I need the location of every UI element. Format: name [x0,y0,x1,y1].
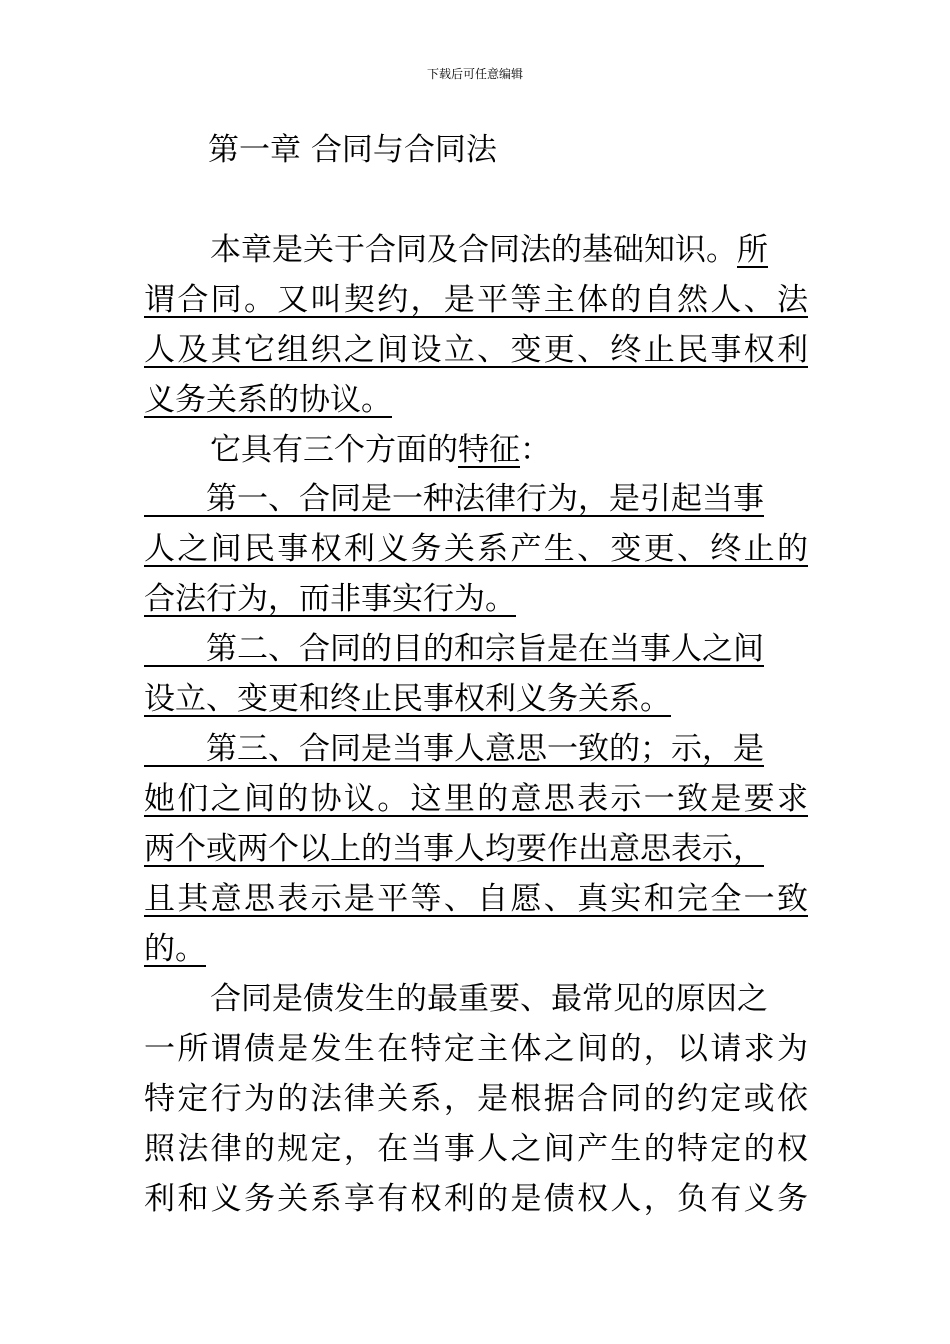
body-line: 她们之间的协议。这里的意思表示一致是要求 [144,781,808,817]
body-line: 它具有三个方面的特征： [210,432,551,468]
body-line: 人之间民事权利义务关系产生、变更、终止的 [144,531,808,567]
body-line: 一所谓债是发生在特定主体之间的，以请求为 [144,1031,808,1067]
body-line: 两个或两个以上的当事人均要作出意思表示， [144,831,764,867]
body-line: 设立、变更和终止民事权利义务关系。 [144,681,671,717]
body-line: 且其意思表示是平等、自愿、真实和完全一致 [144,881,808,917]
body-line: 本章是关于合同及合同法的基础知识。所 [210,232,768,268]
body-line: 特定行为的法律关系，是根据合同的约定或依 [144,1081,808,1117]
body-line: 人及其它组织之间设立、变更、终止民事权利 [144,332,808,368]
page-header: 下载后可任意编辑 [426,67,523,81]
body-line: 义务关系的协议。 [144,382,392,418]
body-line: 第二、合同的目的和宗旨是在当事人之间 [144,631,764,667]
body-line: 的。 [144,931,206,967]
body-line: 第一、合同是一种法律行为，是引起当事 [144,481,764,517]
body-line: 第三、合同是当事人意思一致的；示，是 [144,731,764,767]
body-line: 利和义务关系享有权利的是债权人，负有义务 [144,1181,808,1217]
body-line: 照法律的规定，在当事人之间产生的特定的权 [144,1131,808,1167]
body-line: 合同是债发生的最重要、最常见的原因之 [210,981,768,1017]
body-line: 合法行为，而非事实行为。 [144,581,516,617]
chapter-title: 第一章 合同与合同法 [208,132,497,168]
body-line: 谓合同。又叫契约，是平等主体的自然人、法 [144,282,808,318]
